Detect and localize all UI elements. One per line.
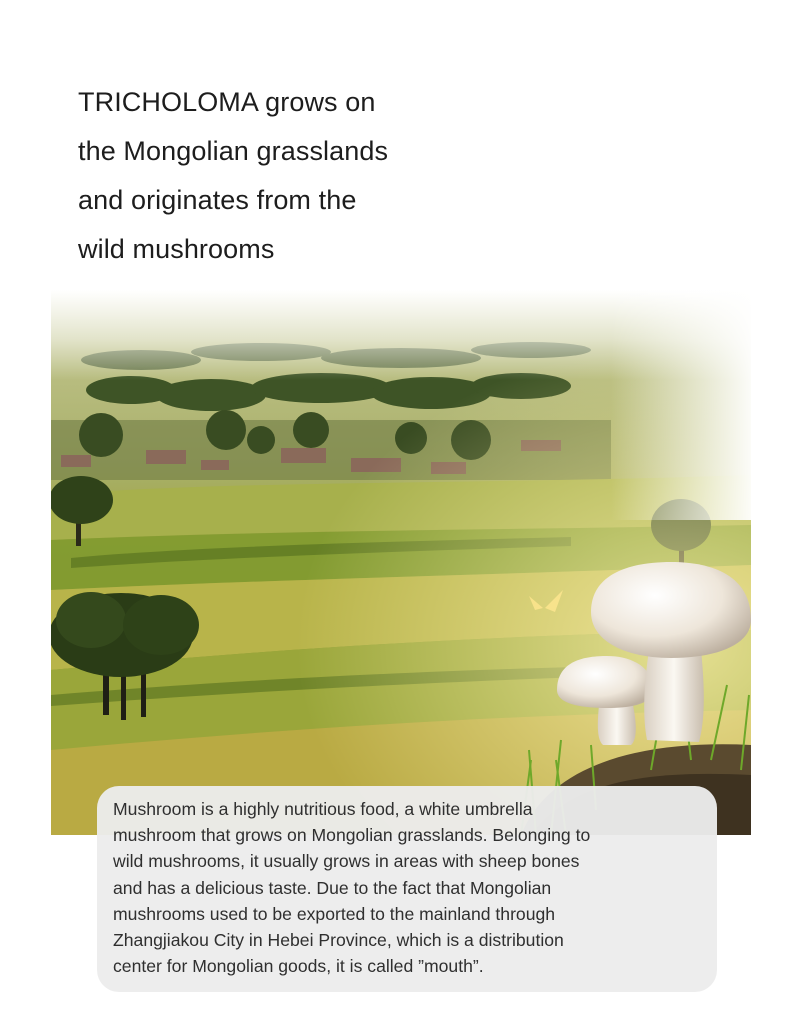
headline-line: TRICHOLOMA grows on [78,87,376,117]
headline-line: wild mushrooms [78,234,275,264]
grassland-mushroom-illustration [51,290,751,835]
headline [78,78,498,274]
headline-line: the Mongolian grasslands [78,136,389,166]
description-line: Mushroom is a highly nutritious food, a white umbrella [113,799,533,819]
description-line: and has a delicious taste. Due to the fact that Mongolian [113,877,552,898]
description-line: wild mushrooms, it usually grows in areas with sheep bones [113,851,580,872]
description-line: Zhangjiakou City in Hebei Province, which is a distribution [113,930,564,951]
description-card [97,786,717,992]
description-line: mushrooms used to be exported to the mainland through [113,903,556,924]
description-text [113,796,703,979]
description-line: center for Mongolian goods, it is called ”mouth”. [113,956,484,977]
headline-line: and originates from the [78,185,357,215]
description-line: mushroom that grows on Mongolian grasslands. Belonging to [113,825,591,846]
